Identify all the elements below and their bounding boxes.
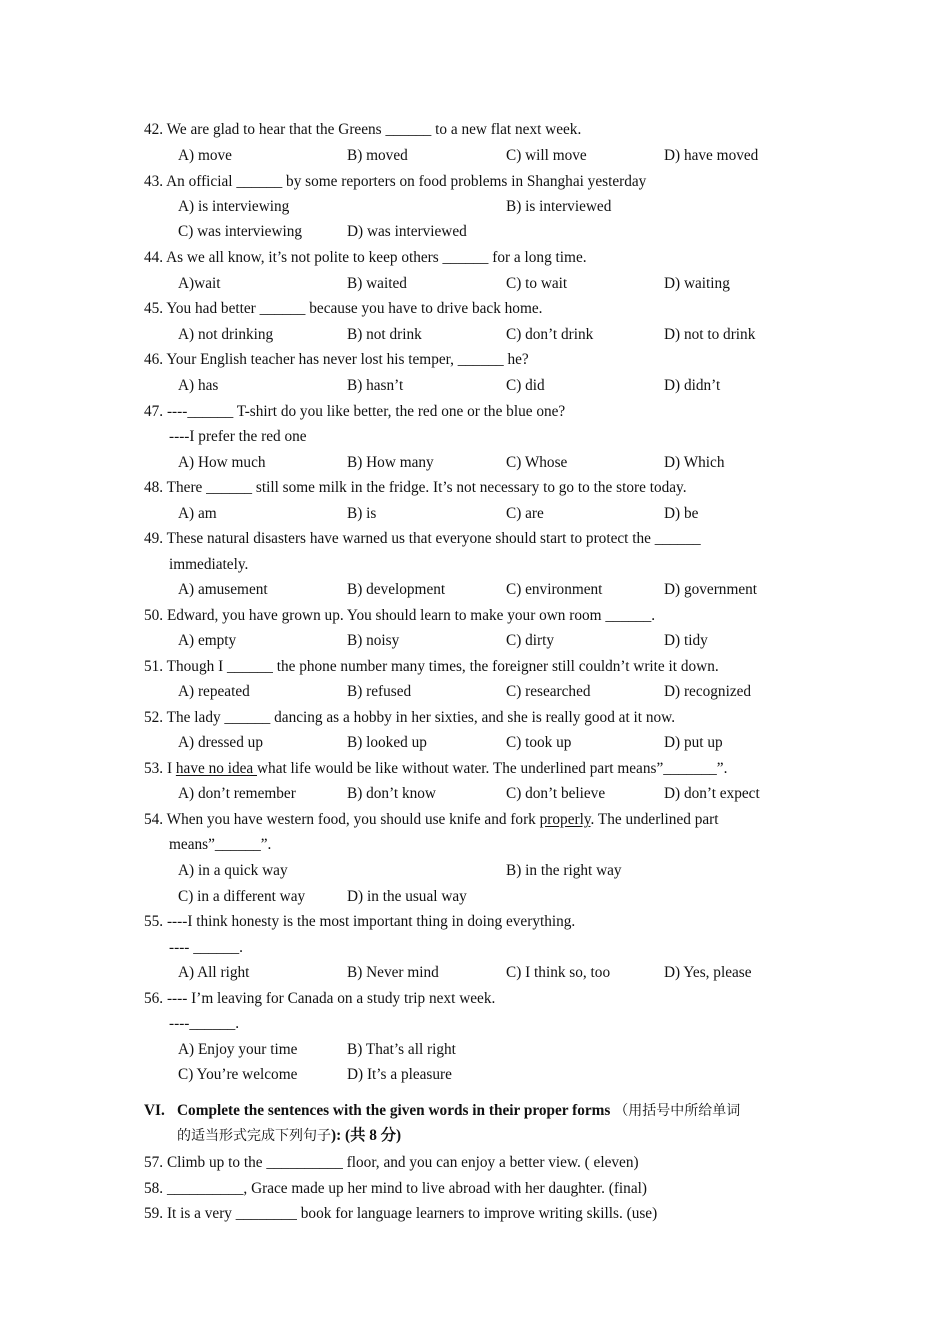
question-52: 52. The lady ______ dancing as a hobby in her sixties, and she is really good at it now. — [144, 709, 676, 726]
q53-option-d: D) don’t expect — [664, 785, 760, 802]
section-6-instruction-cn: （用括号中所给单词 — [614, 1103, 741, 1119]
q45-option-c: C) don’t drink — [506, 326, 594, 343]
q44-option-b: B) waited — [347, 275, 407, 292]
section-6-score-number: 8 — [369, 1127, 377, 1144]
q48-option-b: B) is — [347, 505, 377, 522]
q48-option-c: C) are — [506, 505, 544, 522]
q49-option-d: D) government — [664, 581, 758, 598]
q42-option-a: A) move — [178, 147, 232, 164]
q54-option-b: B) in the right way — [506, 862, 622, 879]
q54-underlined-word: properly — [539, 811, 591, 828]
q44-option-a: A)wait — [178, 275, 221, 292]
q54-option-c: C) in a different way — [178, 888, 306, 905]
q54-text-after: . The underlined part — [590, 811, 719, 828]
question-47-reply: ----I prefer the red one — [169, 428, 307, 445]
q50-option-b: B) noisy — [347, 632, 400, 649]
q48-option-a: A) am — [178, 505, 217, 522]
q55-option-c: C) I think so, too — [506, 964, 611, 981]
section-6-instruction-cn-2: 的适当形式完成下列句子 — [177, 1128, 331, 1144]
question-46: 46. Your English teacher has never lost his temper, ______ he? — [144, 351, 529, 368]
q49-option-b: B) development — [347, 581, 446, 598]
question-48: 48. There ______ still some milk in the fridge. It’s not necessary to go to the store today. — [144, 479, 687, 496]
q52-option-b: B) looked up — [347, 734, 427, 751]
q53-option-b: B) don’t know — [347, 785, 436, 802]
q53-text-before: 53. I — [144, 760, 176, 777]
q47-option-d: D) Which — [664, 454, 725, 471]
q43-option-a: A) is interviewing — [178, 198, 290, 215]
q49-option-a: A) amusement — [178, 581, 268, 598]
q55-option-d: D) Yes, please — [664, 964, 752, 981]
q52-option-c: C) took up — [506, 734, 572, 751]
q53-text-after: what life would be like without water. The underlined part means”_______”. — [257, 760, 728, 777]
q51-option-d: D) recognized — [664, 683, 752, 700]
question-55-reply: ---- ______. — [169, 939, 243, 956]
q44-option-d: D) waiting — [664, 275, 730, 292]
section-6-score-prefix: ): (共 — [331, 1127, 370, 1144]
question-59: 59. It is a very ________ book for language learners to improve writing skills. (use) — [144, 1205, 658, 1222]
q47-option-b: B) How many — [347, 454, 434, 471]
question-43: 43. An official ______ by some reporters on food problems in Shanghai yesterday — [144, 173, 647, 190]
q51-option-b: B) refused — [347, 683, 412, 700]
q54-text-before: 54. When you have western food, you should use knife and fork — [144, 811, 540, 828]
question-54-continued: means”______”. — [169, 836, 272, 853]
question-55: 55. ----I think honesty is the most important thing in doing everything. — [144, 913, 576, 930]
section-6-title: Complete the sentences with the given words in their proper forms — [177, 1102, 611, 1119]
q47-option-a: A) How much — [178, 454, 266, 471]
q49-option-c: C) environment — [506, 581, 603, 598]
section-6-number: VI. — [144, 1102, 165, 1119]
q43-option-d: D) was interviewed — [347, 223, 467, 240]
q53-option-a: A) don’t remember — [178, 785, 296, 802]
question-57: 57. Climb up to the __________ floor, and you can enjoy a better view. ( eleven) — [144, 1154, 639, 1171]
q44-option-c: C) to wait — [506, 275, 568, 292]
q42-option-b: B) moved — [347, 147, 408, 164]
q42-option-d: D) have moved — [664, 147, 759, 164]
q55-option-b: B) Never mind — [347, 964, 439, 981]
question-50: 50. Edward, you have grown up. You should learn to make your own room ______. — [144, 607, 656, 624]
q52-option-a: A) dressed up — [178, 734, 263, 751]
q46-option-c: C) did — [506, 377, 545, 394]
q46-option-b: B) hasn’t — [347, 377, 404, 394]
q56-option-d: D) It’s a pleasure — [347, 1066, 452, 1083]
q55-option-a: A) All right — [178, 964, 250, 981]
section-6-score-suffix: 分) — [376, 1127, 402, 1144]
q45-option-b: B) not drink — [347, 326, 422, 343]
section-6-heading — [177, 1101, 740, 1121]
q53-option-c: C) don’t believe — [506, 785, 606, 802]
q48-option-d: D) be — [664, 505, 699, 522]
section-6-heading-line2 — [177, 1126, 401, 1146]
q45-option-d: D) not to drink — [664, 326, 756, 343]
q51-option-c: C) researched — [506, 683, 591, 700]
question-42: 42. We are glad to hear that the Greens ______ to a new flat next week. — [144, 121, 582, 138]
q54-option-a: A) in a quick way — [178, 862, 288, 879]
q52-option-d: D) put up — [664, 734, 723, 751]
q47-option-c: C) Whose — [506, 454, 568, 471]
q56-option-c: C) You’re welcome — [178, 1066, 298, 1083]
question-56: 56. ---- I’m leaving for Canada on a study trip next week. — [144, 990, 496, 1007]
q51-option-a: A) repeated — [178, 683, 250, 700]
question-58: 58. __________, Grace made up her mind to live abroad with her daughter. (final) — [144, 1180, 647, 1197]
question-49: 49. These natural disasters have warned us that everyone should start to protect the ______ — [144, 530, 701, 547]
question-56-reply: ----______. — [169, 1015, 240, 1032]
q46-option-d: D) didn’t — [664, 377, 721, 394]
q56-option-a: A) Enjoy your time — [178, 1041, 298, 1058]
question-51: 51. Though I ______ the phone number many times, the foreigner still couldn’t write it down. — [144, 658, 719, 675]
question-54 — [144, 810, 718, 830]
q42-option-c: C) will move — [506, 147, 587, 164]
q50-option-d: D) tidy — [664, 632, 708, 649]
question-49-continued: immediately. — [169, 556, 249, 573]
q46-option-a: A) has — [178, 377, 219, 394]
q50-option-c: C) dirty — [506, 632, 555, 649]
q56-option-b: B) That’s all right — [347, 1041, 456, 1058]
q43-option-c: C) was interviewing — [178, 223, 303, 240]
question-53 — [144, 759, 727, 779]
question-44: 44. As we all know, it’s not polite to keep others ______ for a long time. — [144, 249, 587, 266]
q45-option-a: A) not drinking — [178, 326, 274, 343]
question-45: 45. You had better ______ because you have to drive back home. — [144, 300, 543, 317]
q53-underlined-phrase: have no idea — [175, 760, 257, 777]
q50-option-a: A) empty — [178, 632, 237, 649]
q43-option-b: B) is interviewed — [506, 198, 612, 215]
q54-option-d: D) in the usual way — [347, 888, 467, 905]
question-47: 47. ----______ T-shirt do you like better, the red one or the blue one? — [144, 403, 566, 420]
